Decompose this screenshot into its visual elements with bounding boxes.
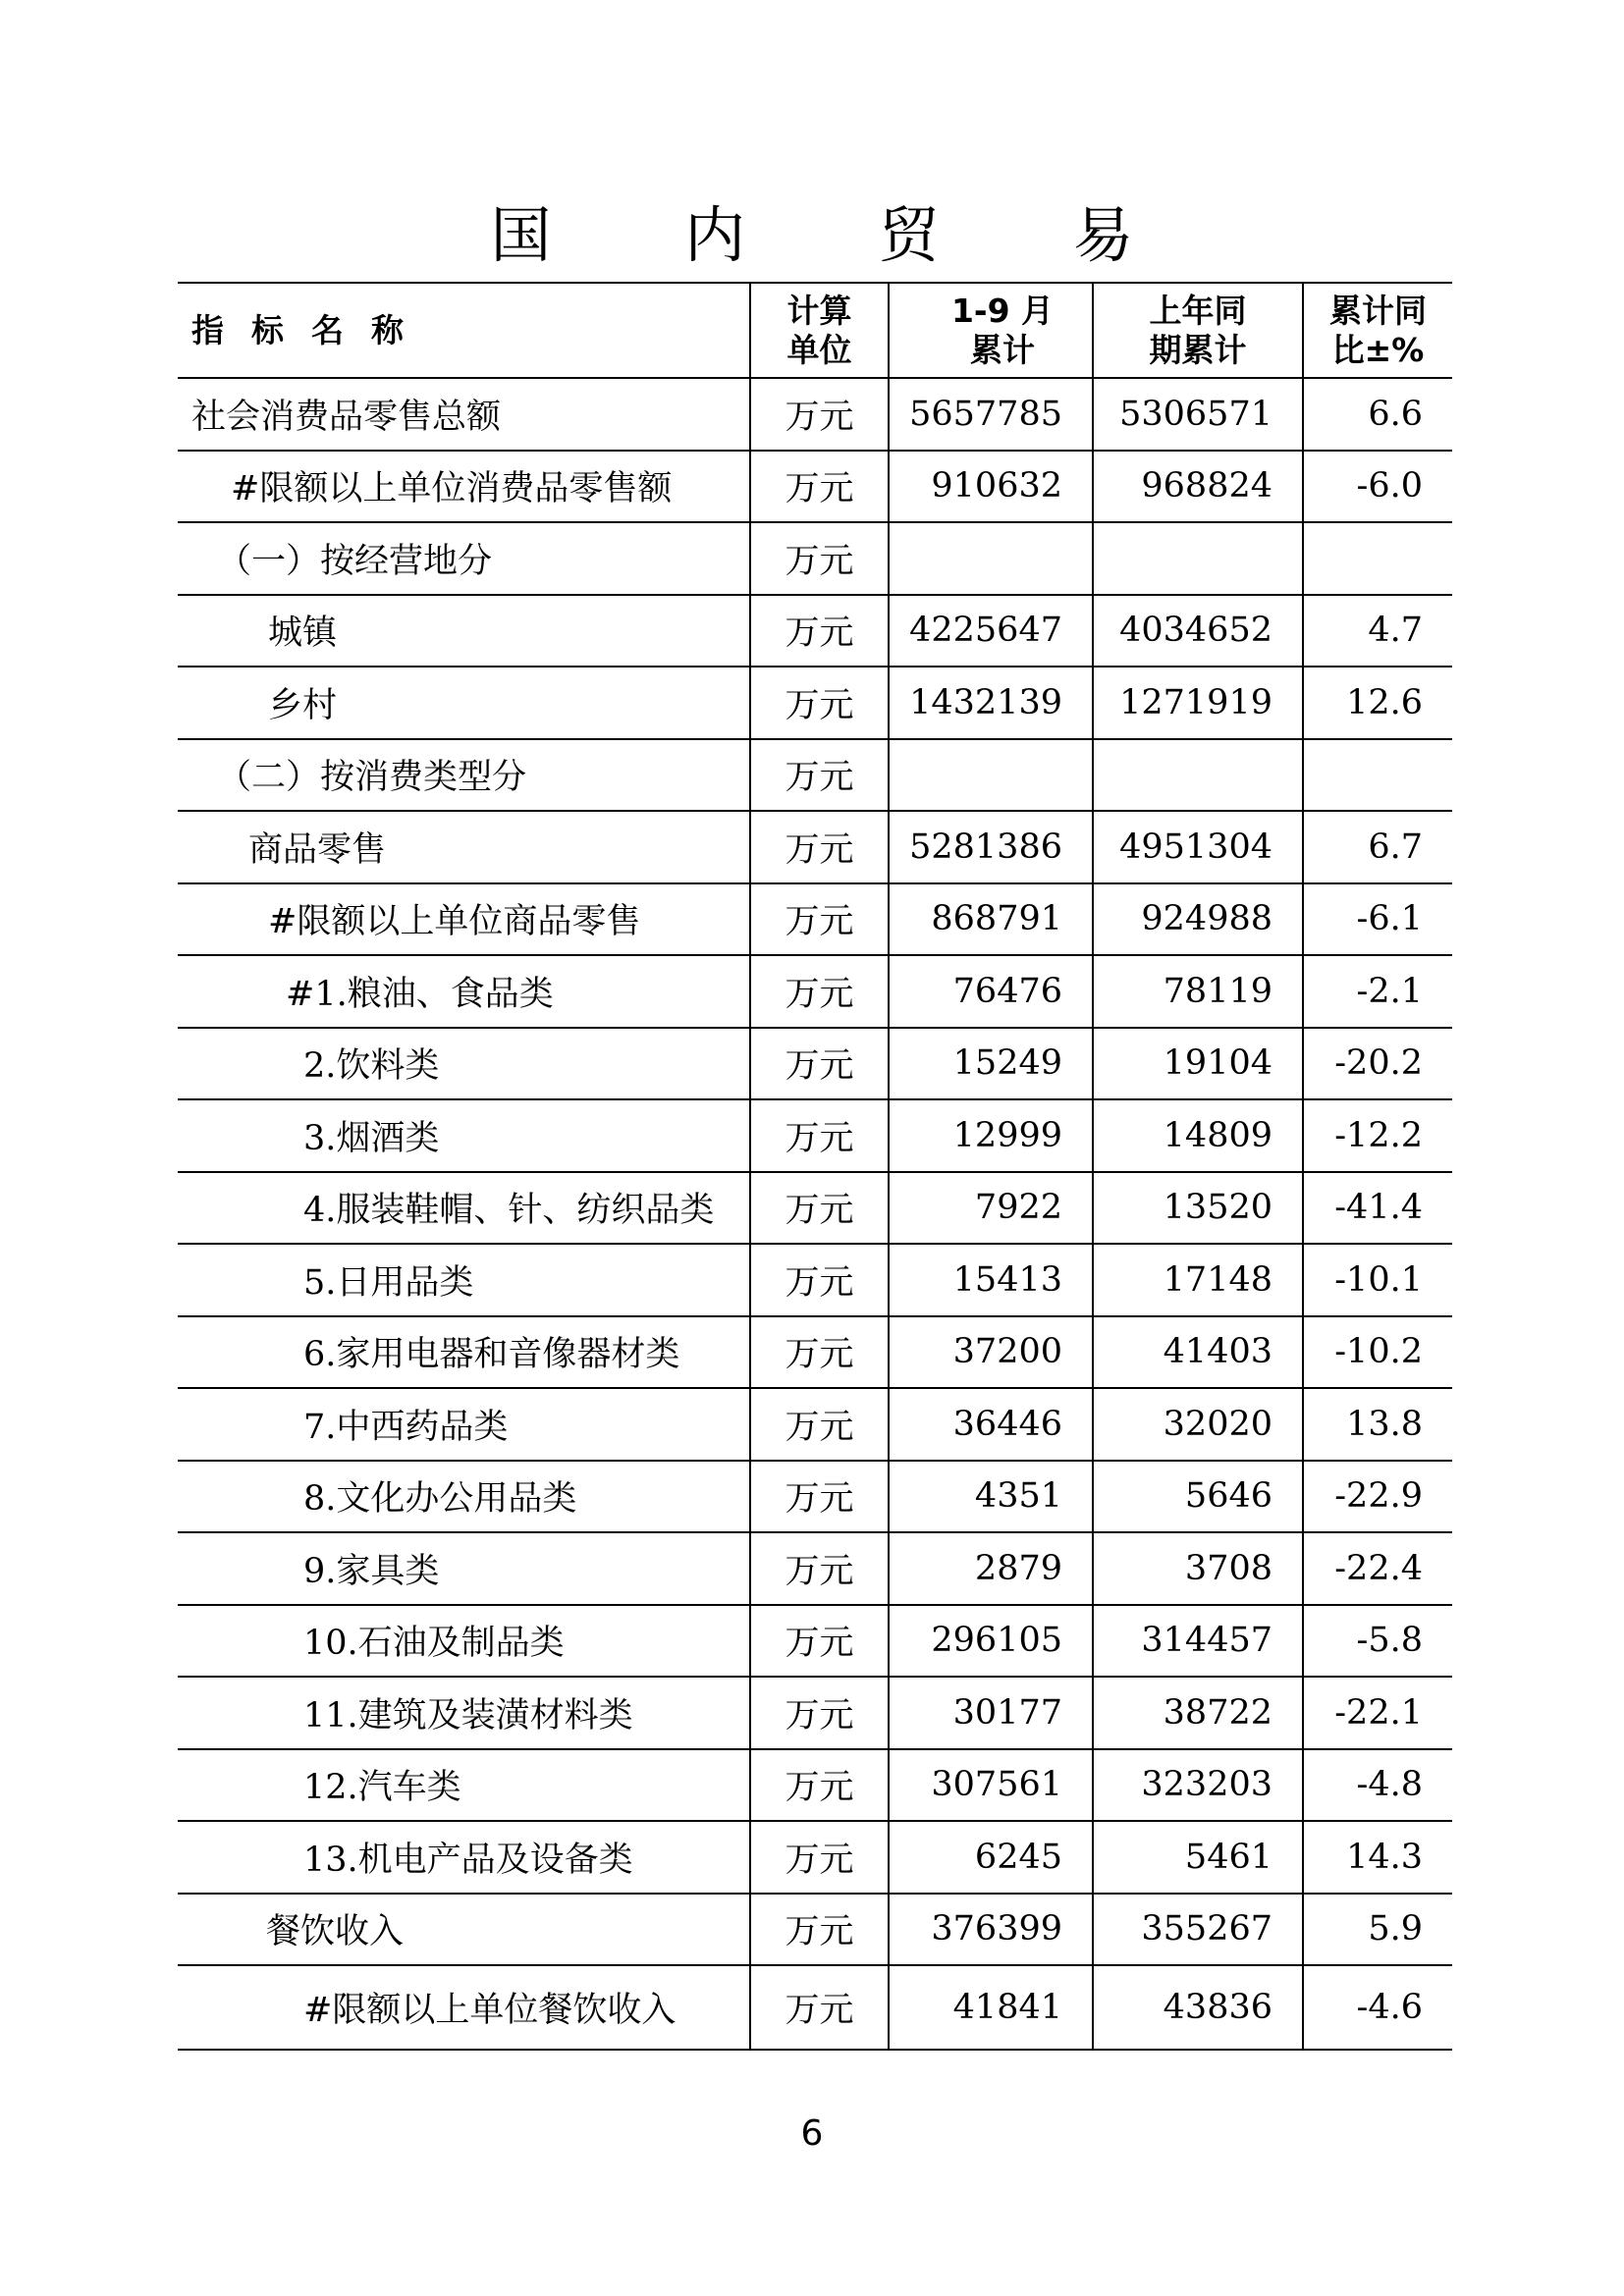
row-unit: 万元 <box>750 451 889 523</box>
row-previous: 924988 <box>1093 883 1303 956</box>
row-name: 社会消费品零售总额 <box>178 378 750 451</box>
row-change: 12.6 <box>1303 667 1452 739</box>
row-change: -10.1 <box>1303 1244 1452 1316</box>
row-name: 8.文化办公用品类 <box>178 1461 750 1533</box>
table-row <box>178 1172 1452 1245</box>
row-previous: 38722 <box>1093 1677 1303 1749</box>
row-unit: 万元 <box>750 378 889 451</box>
row-unit: 万元 <box>750 811 889 883</box>
table-row <box>178 378 1452 451</box>
row-unit: 万元 <box>750 1028 889 1100</box>
row-name: 乡村 <box>178 667 750 739</box>
row-previous: 323203 <box>1093 1749 1303 1822</box>
row-current: 7922 <box>889 1172 1093 1245</box>
row-change: 13.8 <box>1303 1388 1452 1461</box>
table-row <box>178 1894 1452 1966</box>
table-row <box>178 1461 1452 1533</box>
row-change: -22.9 <box>1303 1461 1452 1533</box>
row-change: -6.1 <box>1303 883 1452 956</box>
header-change-line2: 比±% <box>1331 330 1425 369</box>
row-change: -22.4 <box>1303 1532 1452 1605</box>
row-change: -41.4 <box>1303 1172 1452 1245</box>
row-previous: 355267 <box>1093 1894 1303 1966</box>
row-name: 12.汽车类 <box>178 1749 750 1822</box>
row-unit: 万元 <box>750 1461 889 1533</box>
domestic-trade-table <box>178 282 1452 2051</box>
row-current: 41841 <box>889 1965 1093 2050</box>
row-unit: 万元 <box>750 522 889 595</box>
row-change: -5.8 <box>1303 1605 1452 1678</box>
row-unit: 万元 <box>750 739 889 812</box>
row-change: -20.2 <box>1303 1028 1452 1100</box>
row-change <box>1303 522 1452 595</box>
row-name: #限额以上单位商品零售 <box>178 883 750 956</box>
header-yoy-change <box>1303 283 1452 378</box>
row-unit: 万元 <box>750 1244 889 1316</box>
row-previous: 32020 <box>1093 1388 1303 1461</box>
row-name: 商品零售 <box>178 811 750 883</box>
row-previous: 78119 <box>1093 955 1303 1028</box>
row-unit: 万元 <box>750 1894 889 1966</box>
row-name: 5.日用品类 <box>178 1244 750 1316</box>
row-previous: 4034652 <box>1093 595 1303 667</box>
row-unit: 万元 <box>750 1172 889 1245</box>
page-number: 6 <box>800 2113 824 2154</box>
row-name: 10.石油及制品类 <box>178 1605 750 1678</box>
row-change: -4.8 <box>1303 1749 1452 1822</box>
header-unit-line1: 计算 <box>786 291 852 330</box>
row-change <box>1303 739 1452 812</box>
row-unit: 万元 <box>750 1677 889 1749</box>
row-change: -12.2 <box>1303 1099 1452 1172</box>
row-name: #1.粮油、食品类 <box>178 955 750 1028</box>
row-name: #限额以上单位消费品零售额 <box>178 451 750 523</box>
row-name: 3.烟酒类 <box>178 1099 750 1172</box>
header-previous-cumulative <box>1093 283 1303 378</box>
header-indicator-name: 指标名称 <box>178 283 750 378</box>
row-name: （二）按消费类型分 <box>178 739 750 812</box>
row-previous: 19104 <box>1093 1028 1303 1100</box>
row-change: 5.9 <box>1303 1894 1452 1966</box>
row-previous: 3708 <box>1093 1532 1303 1605</box>
row-change: -22.1 <box>1303 1677 1452 1749</box>
row-unit: 万元 <box>750 1388 889 1461</box>
header-previous-line1: 上年同 <box>1149 291 1247 330</box>
row-previous: 5306571 <box>1093 378 1303 451</box>
row-change: 4.7 <box>1303 595 1452 667</box>
table-row <box>178 1821 1452 1894</box>
row-unit: 万元 <box>750 1532 889 1605</box>
row-unit: 万元 <box>750 1749 889 1822</box>
row-name: 11.建筑及装潢材料类 <box>178 1677 750 1749</box>
header-change-line1: 累计同 <box>1329 291 1427 330</box>
row-previous: 4951304 <box>1093 811 1303 883</box>
table-row <box>178 811 1452 883</box>
row-current: 1432139 <box>889 667 1093 739</box>
row-current: 76476 <box>889 955 1093 1028</box>
row-previous: 14809 <box>1093 1099 1303 1172</box>
row-unit: 万元 <box>750 1605 889 1678</box>
table-row <box>178 451 1452 523</box>
row-previous: 5461 <box>1093 1821 1303 1894</box>
row-change: 6.6 <box>1303 378 1452 451</box>
row-current: 2879 <box>889 1532 1093 1605</box>
row-current: 15413 <box>889 1244 1093 1316</box>
row-current: 910632 <box>889 451 1093 523</box>
table-row <box>178 1532 1452 1605</box>
header-unit-line2: 单位 <box>786 330 852 369</box>
row-name: 2.饮料类 <box>178 1028 750 1100</box>
row-name: 餐饮收入 <box>178 1894 750 1966</box>
table-row <box>178 1099 1452 1172</box>
row-unit: 万元 <box>750 883 889 956</box>
row-previous: 968824 <box>1093 451 1303 523</box>
row-current: 36446 <box>889 1388 1093 1461</box>
table-row <box>178 1965 1452 2050</box>
table-row <box>178 1028 1452 1100</box>
row-previous: 5646 <box>1093 1461 1303 1533</box>
row-current: 296105 <box>889 1605 1093 1678</box>
row-name: （一）按经营地分 <box>178 522 750 595</box>
row-current: 868791 <box>889 883 1093 956</box>
page-title: 国 内 贸 易 <box>490 199 1191 271</box>
row-unit: 万元 <box>750 1821 889 1894</box>
row-previous: 13520 <box>1093 1172 1303 1245</box>
row-name: 7.中西药品类 <box>178 1388 750 1461</box>
table-row <box>178 1605 1452 1678</box>
table-header-row <box>178 283 1452 378</box>
row-unit: 万元 <box>750 1099 889 1172</box>
row-current: 6245 <box>889 1821 1093 1894</box>
row-current: 4351 <box>889 1461 1093 1533</box>
row-unit: 万元 <box>750 667 889 739</box>
row-previous: 1271919 <box>1093 667 1303 739</box>
row-name: #限额以上单位餐饮收入 <box>178 1965 750 2050</box>
row-current: 376399 <box>889 1894 1093 1966</box>
table-row <box>178 1749 1452 1822</box>
row-change: -4.6 <box>1303 1965 1452 2050</box>
row-current: 15249 <box>889 1028 1093 1100</box>
row-change: -2.1 <box>1303 955 1452 1028</box>
row-unit: 万元 <box>750 595 889 667</box>
row-previous: 43836 <box>1093 1965 1303 2050</box>
row-previous: 41403 <box>1093 1316 1303 1389</box>
row-previous: 314457 <box>1093 1605 1303 1678</box>
row-name: 6.家用电器和音像器材类 <box>178 1316 750 1389</box>
table-row <box>178 1244 1452 1316</box>
table-row <box>178 1388 1452 1461</box>
row-previous <box>1093 522 1303 595</box>
row-change: 6.7 <box>1303 811 1452 883</box>
row-current: 30177 <box>889 1677 1093 1749</box>
row-current: 12999 <box>889 1099 1093 1172</box>
row-name: 4.服装鞋帽、针、纺织品类 <box>178 1172 750 1245</box>
table-row <box>178 883 1452 956</box>
header-current-cumulative <box>889 283 1093 378</box>
table-row <box>178 667 1452 739</box>
row-change: -6.0 <box>1303 451 1452 523</box>
row-current: 37200 <box>889 1316 1093 1389</box>
table-row <box>178 522 1452 595</box>
table-row <box>178 1677 1452 1749</box>
header-unit <box>750 283 889 378</box>
row-previous <box>1093 739 1303 812</box>
row-name: 13.机电产品及设备类 <box>178 1821 750 1894</box>
row-unit: 万元 <box>750 955 889 1028</box>
row-current <box>889 739 1093 812</box>
row-current: 5281386 <box>889 811 1093 883</box>
table-row <box>178 1316 1452 1389</box>
header-current-line2: 累计 <box>970 330 1035 369</box>
row-unit: 万元 <box>750 1965 889 2050</box>
row-change: -10.2 <box>1303 1316 1452 1389</box>
header-previous-line2: 期累计 <box>1149 330 1247 369</box>
row-current <box>889 522 1093 595</box>
row-unit: 万元 <box>750 1316 889 1389</box>
table-row <box>178 955 1452 1028</box>
table-row <box>178 595 1452 667</box>
row-current: 5657785 <box>889 378 1093 451</box>
row-change: 14.3 <box>1303 1821 1452 1894</box>
row-name: 9.家具类 <box>178 1532 750 1605</box>
table-row <box>178 739 1452 812</box>
row-previous: 17148 <box>1093 1244 1303 1316</box>
row-current: 4225647 <box>889 595 1093 667</box>
header-current-line1: 1-9 月 <box>950 291 1055 330</box>
row-name: 城镇 <box>178 595 750 667</box>
row-current: 307561 <box>889 1749 1093 1822</box>
